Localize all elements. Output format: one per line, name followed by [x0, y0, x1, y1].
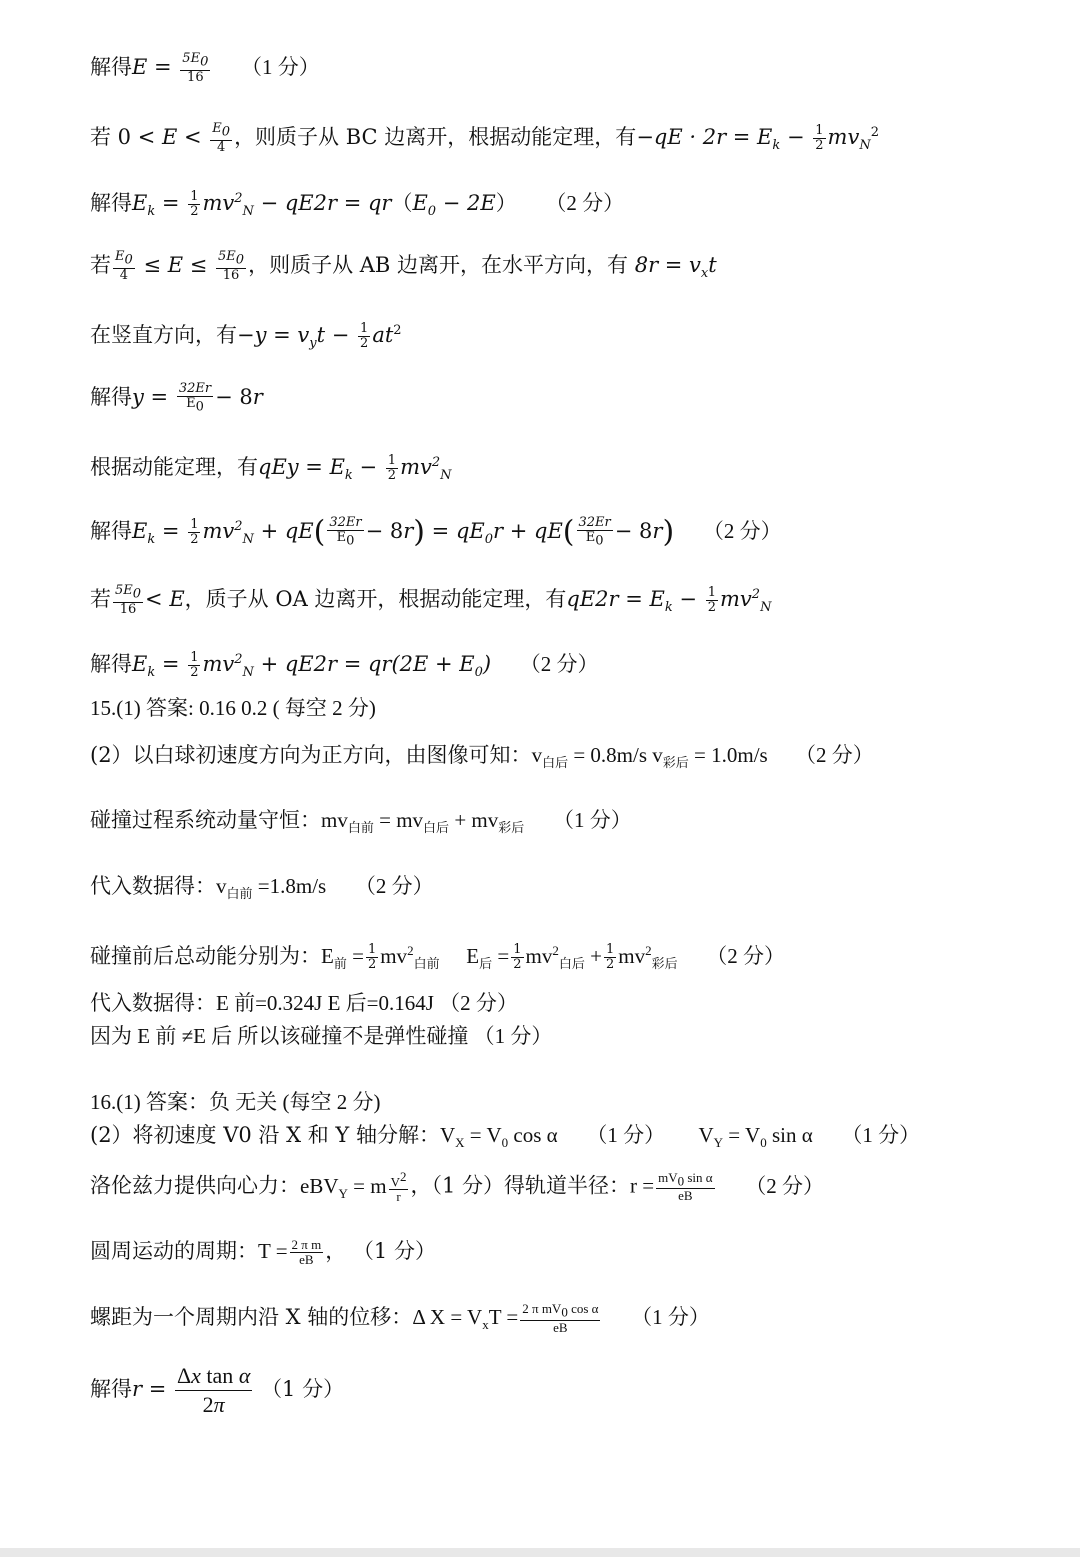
line-17: 因为 E 前 ≠E 后 所以该碰撞不是弹性碰撞 （1 分） — [90, 1024, 553, 1048]
fraction: $\frac{1}{2}$ — [190, 650, 199, 680]
fraction: $\frac{1}{2}$ — [190, 189, 199, 219]
text: (2）将初速度 V0 沿 X 和 Y 轴分解： — [90, 1123, 440, 1147]
line-15: 碰撞前后总动能分别为：$E_前$ = $\frac{1}{2}$ $mv^2_{白前}$ $E_后$ = $\frac{1}{2}$ $mv^2_{白后}$ + $\frac{1}{2}$ $mv^2_{彩后}$ （2 分） — [90, 942, 786, 972]
label: 解得 — [90, 385, 132, 409]
fraction: $\frac{E_0}{4}$ — [115, 249, 133, 283]
score: （1 分） — [586, 1123, 666, 1147]
text: 碰撞过程系统动量守恒： — [90, 808, 321, 832]
fraction: $\frac{2 \pi mV_0 \cos \alpha}{eB}$ — [522, 1301, 599, 1335]
score: （2 分） — [354, 874, 434, 898]
label: 若 — [90, 253, 111, 277]
label: 解得 — [90, 519, 132, 543]
label: 若 — [90, 587, 111, 611]
text: ，质子从 OA 边离开，根据动能定理，有 — [184, 587, 567, 611]
line-6: 解得y = $\frac{32Er}{E_0}$ − 8r — [90, 381, 263, 415]
line-9: 若 $\frac{5E_0}{16}$ < E，质子从 OA 边离开，根据动能定理，有$qE2r = E_k$ − $\frac{1}{2}$ $mv^2_N$ — [90, 583, 772, 617]
line-2: 若 0 < E < $\frac{E_0}{4}$ ，则质子从 BC 边离开，根据动能定理，有$-qE \cdot 2r = E_k$ − $\frac{1}{2}$ $mv_N^2$ — [90, 121, 879, 155]
line-1: 解得E = $\frac{5E_0}{16}$ （1 分） — [90, 51, 320, 85]
score: （1 分） — [352, 1239, 436, 1263]
fraction: $\frac{1}{2}$ — [387, 453, 397, 483]
fraction: $\frac{\text{2 π m}}{eB}$ — [291, 1237, 322, 1267]
score: （1 分） — [241, 55, 320, 79]
score: （2 分） — [545, 191, 625, 215]
score: （2 分） — [519, 652, 599, 676]
line-21: 圆周运动的周期：T = $\frac{\text{2 π m}}{eB}$ ， （1 分） — [90, 1237, 436, 1267]
line-3: 解得$E_k$ = $\frac{1}{2}$ $mv^2_N - qE2r = qr(E_0 - 2E)$ （2 分） — [90, 189, 625, 220]
line-8: 解得$E_k$ = $\frac{1}{2}$ $mv^2_N + qE$( $\frac{32Er}{E_0}$ − $8r) = qE_0r + qE$( $\frac{32Er}{E_0}$ − 8r) （2 分） — [90, 514, 782, 550]
fraction: $\frac{\text{Δx tan α}}{2\pi}$ — [177, 1363, 251, 1417]
score: （2 分） — [794, 743, 874, 767]
fraction: $\frac{1}{2}$ — [367, 942, 377, 972]
fraction: $\frac{5E_0}{16}$ — [182, 51, 209, 85]
fraction: $\frac{1}{2}$ — [707, 585, 716, 615]
line-11: 15.(1) 答案: 0.16 0.2 ( 每空 2 分) — [90, 696, 376, 720]
text: ，（1 分）得轨道半径： — [410, 1173, 631, 1198]
fraction: $\frac{32Er}{E_0}$ — [329, 515, 362, 549]
fraction: $\frac{5E_0}{16}$ — [218, 249, 245, 283]
text: 圆周运动的周期： — [90, 1239, 258, 1263]
label: 解得 — [90, 191, 132, 215]
score: （1 分） — [631, 1305, 710, 1329]
label: 解得 — [90, 1377, 132, 1401]
text: 螺距为一个周期内沿 X 轴的位移： — [90, 1305, 413, 1329]
line-20: 洛伦兹力提供向心力：eBV$_Y$ = m $\frac{V^2}{r}$ ，（1 分）得轨道半径：r = $\frac{mV_0 \sin \alpha}{eB}$ （2 分） — [90, 1169, 825, 1205]
label: 若 — [90, 125, 111, 149]
fraction: $\frac{32Er}{E_0}$ — [178, 381, 212, 415]
line-5: 在竖直方向，有$-y = v_yt$ − $\frac{1}{2}$ $at^2$ — [90, 321, 402, 352]
line-12: (2）以白球初速度方向为正方向，由图像可知：$v_{白后} = 0.8m/s$ $v_{彩后} = 1.0m/s$ （2 分） — [90, 743, 874, 771]
line-4: 若 $\frac{E_0}{4}$ ≤ E ≤ $\frac{5E_0}{16}$ ，则质子从 AB 边离开，在水平方向，有 $8r = v_xt$ — [90, 249, 717, 283]
text: 碰撞前后总动能分别为： — [90, 944, 321, 968]
fraction: $\frac{V^2}{r}$ — [390, 1169, 407, 1205]
line-19: (2）将初速度 V0 沿 X 和 Y 轴分解：$V_X = V_0$ cos α （1 分） $V_Y = V_0$ sin α （1 分） — [90, 1123, 921, 1151]
fraction: $\frac{1}{2}$ — [513, 942, 522, 972]
fraction: $\frac{1}{2}$ — [190, 517, 199, 547]
page-bottom-edge — [0, 1548, 1080, 1557]
line-10: 解得$E_k$ = $\frac{1}{2}$ $mv^2_N + qE2r = qr(2E + E_0)$ （2 分） — [90, 650, 599, 681]
text: 根据动能定理，有 — [90, 455, 258, 479]
fraction: $\frac{E_0}{4}$ — [212, 121, 231, 155]
line-7: 根据动能定理，有qEy = $E_k$ − $\frac{1}{2}$ $mv^2_N$ — [90, 453, 452, 484]
text: 在竖直方向，有 — [90, 323, 237, 347]
fraction: $\frac{5E_0}{16}$ — [115, 583, 142, 617]
text: ，则质子从 BC 边离开，根据动能定理，有 — [234, 125, 637, 149]
score: （2 分） — [706, 944, 786, 968]
score: （1 分） — [261, 1377, 345, 1401]
text: 代入数据得： — [90, 874, 216, 898]
line-18: 16.(1) 答案：负 无关 (每空 2 分) — [90, 1090, 381, 1114]
line-23: 解得r = $\frac{\text{Δx tan α}}{2\pi}$ （1 分） — [90, 1363, 345, 1417]
label: 解得 — [90, 55, 132, 79]
fraction: $\frac{32Er}{E_0}$ — [578, 515, 611, 549]
text: (2）以白球初速度方向为正方向，由图像可知： — [90, 743, 532, 767]
fraction: $\frac{1}{2}$ — [360, 321, 369, 351]
fraction: $\frac{1}{2}$ — [815, 123, 824, 153]
score: （1 分） — [841, 1123, 921, 1147]
fraction: $\frac{1}{2}$ — [605, 942, 615, 972]
line-13: 碰撞过程系统动量守恒：$mv_{白前} = mv_{白后} + mv_{彩后}$ （1 分） — [90, 808, 632, 836]
score: （1 分） — [552, 808, 632, 832]
score: （2 分） — [745, 1173, 825, 1198]
fraction: $\frac{mV_0 \sin \alpha}{eB}$ — [658, 1169, 713, 1204]
score: （2 分） — [702, 519, 782, 543]
text: ，则质子从 AB 边离开，在水平方向，有 — [248, 253, 635, 277]
label: 解得 — [90, 652, 132, 676]
text: 洛伦兹力提供向心力： — [90, 1173, 300, 1198]
line-14: 代入数据得：$v_{白前} =1.8m/s$ （2 分） — [90, 874, 434, 902]
line-16: 代入数据得：E 前=0.324J E 后=0.164J （2 分） — [90, 991, 518, 1015]
line-22: 螺距为一个周期内沿 X 轴的位移：Δ $X = V_xT$ = $\frac{2 \pi mV_0 \cos \alpha}{eB}$ （1 分） — [90, 1301, 710, 1335]
